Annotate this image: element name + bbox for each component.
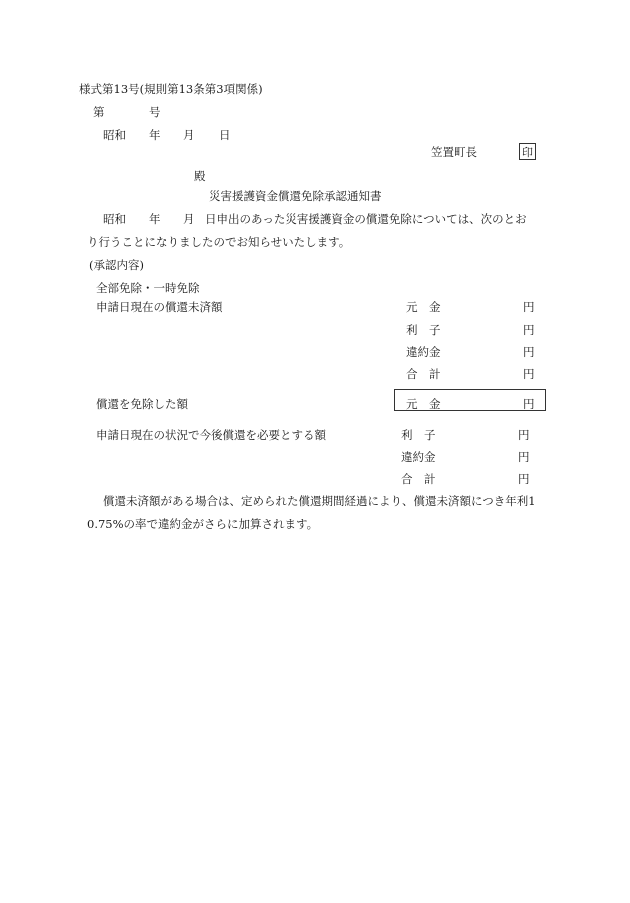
number-suffix: 号 bbox=[149, 105, 161, 119]
exempted-unit: 円 bbox=[523, 397, 535, 411]
seal-mark: 印 bbox=[519, 143, 536, 160]
date-era: 昭和 bbox=[103, 128, 126, 142]
exempted-label: 償還を免除した額 bbox=[96, 397, 188, 411]
intro-year: 年 bbox=[149, 212, 161, 226]
required-item: 違約金 bbox=[401, 450, 436, 464]
required-item: 利 子 bbox=[401, 428, 436, 442]
notice-line1: 償還未済額がある場合は、定められた償還期間経過により、償還未済額につき年利1 bbox=[103, 494, 536, 508]
unpaid-unit: 円 bbox=[523, 300, 535, 314]
required-label: 申請日現在の状況で今後償還を必要とする額 bbox=[96, 428, 326, 442]
required-item: 合 計 bbox=[401, 472, 436, 486]
unpaid-item: 利 子 bbox=[406, 323, 441, 337]
required-unit: 円 bbox=[518, 450, 530, 464]
intro-line2: り行うことになりましたのでお知らせいたします。 bbox=[87, 235, 351, 249]
unpaid-item: 違約金 bbox=[406, 345, 441, 359]
document-title: 災害援護資金償還免除承認通知書 bbox=[209, 189, 382, 203]
unpaid-unit: 円 bbox=[523, 345, 535, 359]
issuer-title: 笠置町長 bbox=[431, 145, 477, 159]
required-unit: 円 bbox=[518, 472, 530, 486]
addressee-honorific: 殿 bbox=[194, 169, 206, 183]
unpaid-label: 申請日現在の償還未済額 bbox=[96, 300, 223, 314]
unpaid-item: 合 計 bbox=[406, 367, 441, 381]
intro-line1: 日申出のあった災害援護資金の償還免除については、次のとお bbox=[205, 212, 527, 226]
unpaid-item: 元 金 bbox=[406, 300, 441, 314]
intro-month: 月 bbox=[183, 212, 195, 226]
number-prefix: 第 bbox=[93, 105, 105, 119]
notice-line2: 0.75%の率で違約金がさらに加算されます。 bbox=[87, 517, 319, 531]
exempted-item: 元 金 bbox=[406, 397, 441, 411]
unpaid-unit: 円 bbox=[523, 367, 535, 381]
date-day: 日 bbox=[219, 128, 231, 142]
approval-heading: (承認内容) bbox=[89, 258, 144, 272]
form-label: 様式第13号(規則第13条第3項関係) bbox=[79, 82, 263, 96]
unpaid-unit: 円 bbox=[523, 323, 535, 337]
intro-era: 昭和 bbox=[103, 212, 126, 226]
approval-option: 全部免除・一時免除 bbox=[96, 281, 200, 295]
date-year: 年 bbox=[149, 128, 161, 142]
required-unit: 円 bbox=[518, 428, 530, 442]
date-month: 月 bbox=[183, 128, 195, 142]
